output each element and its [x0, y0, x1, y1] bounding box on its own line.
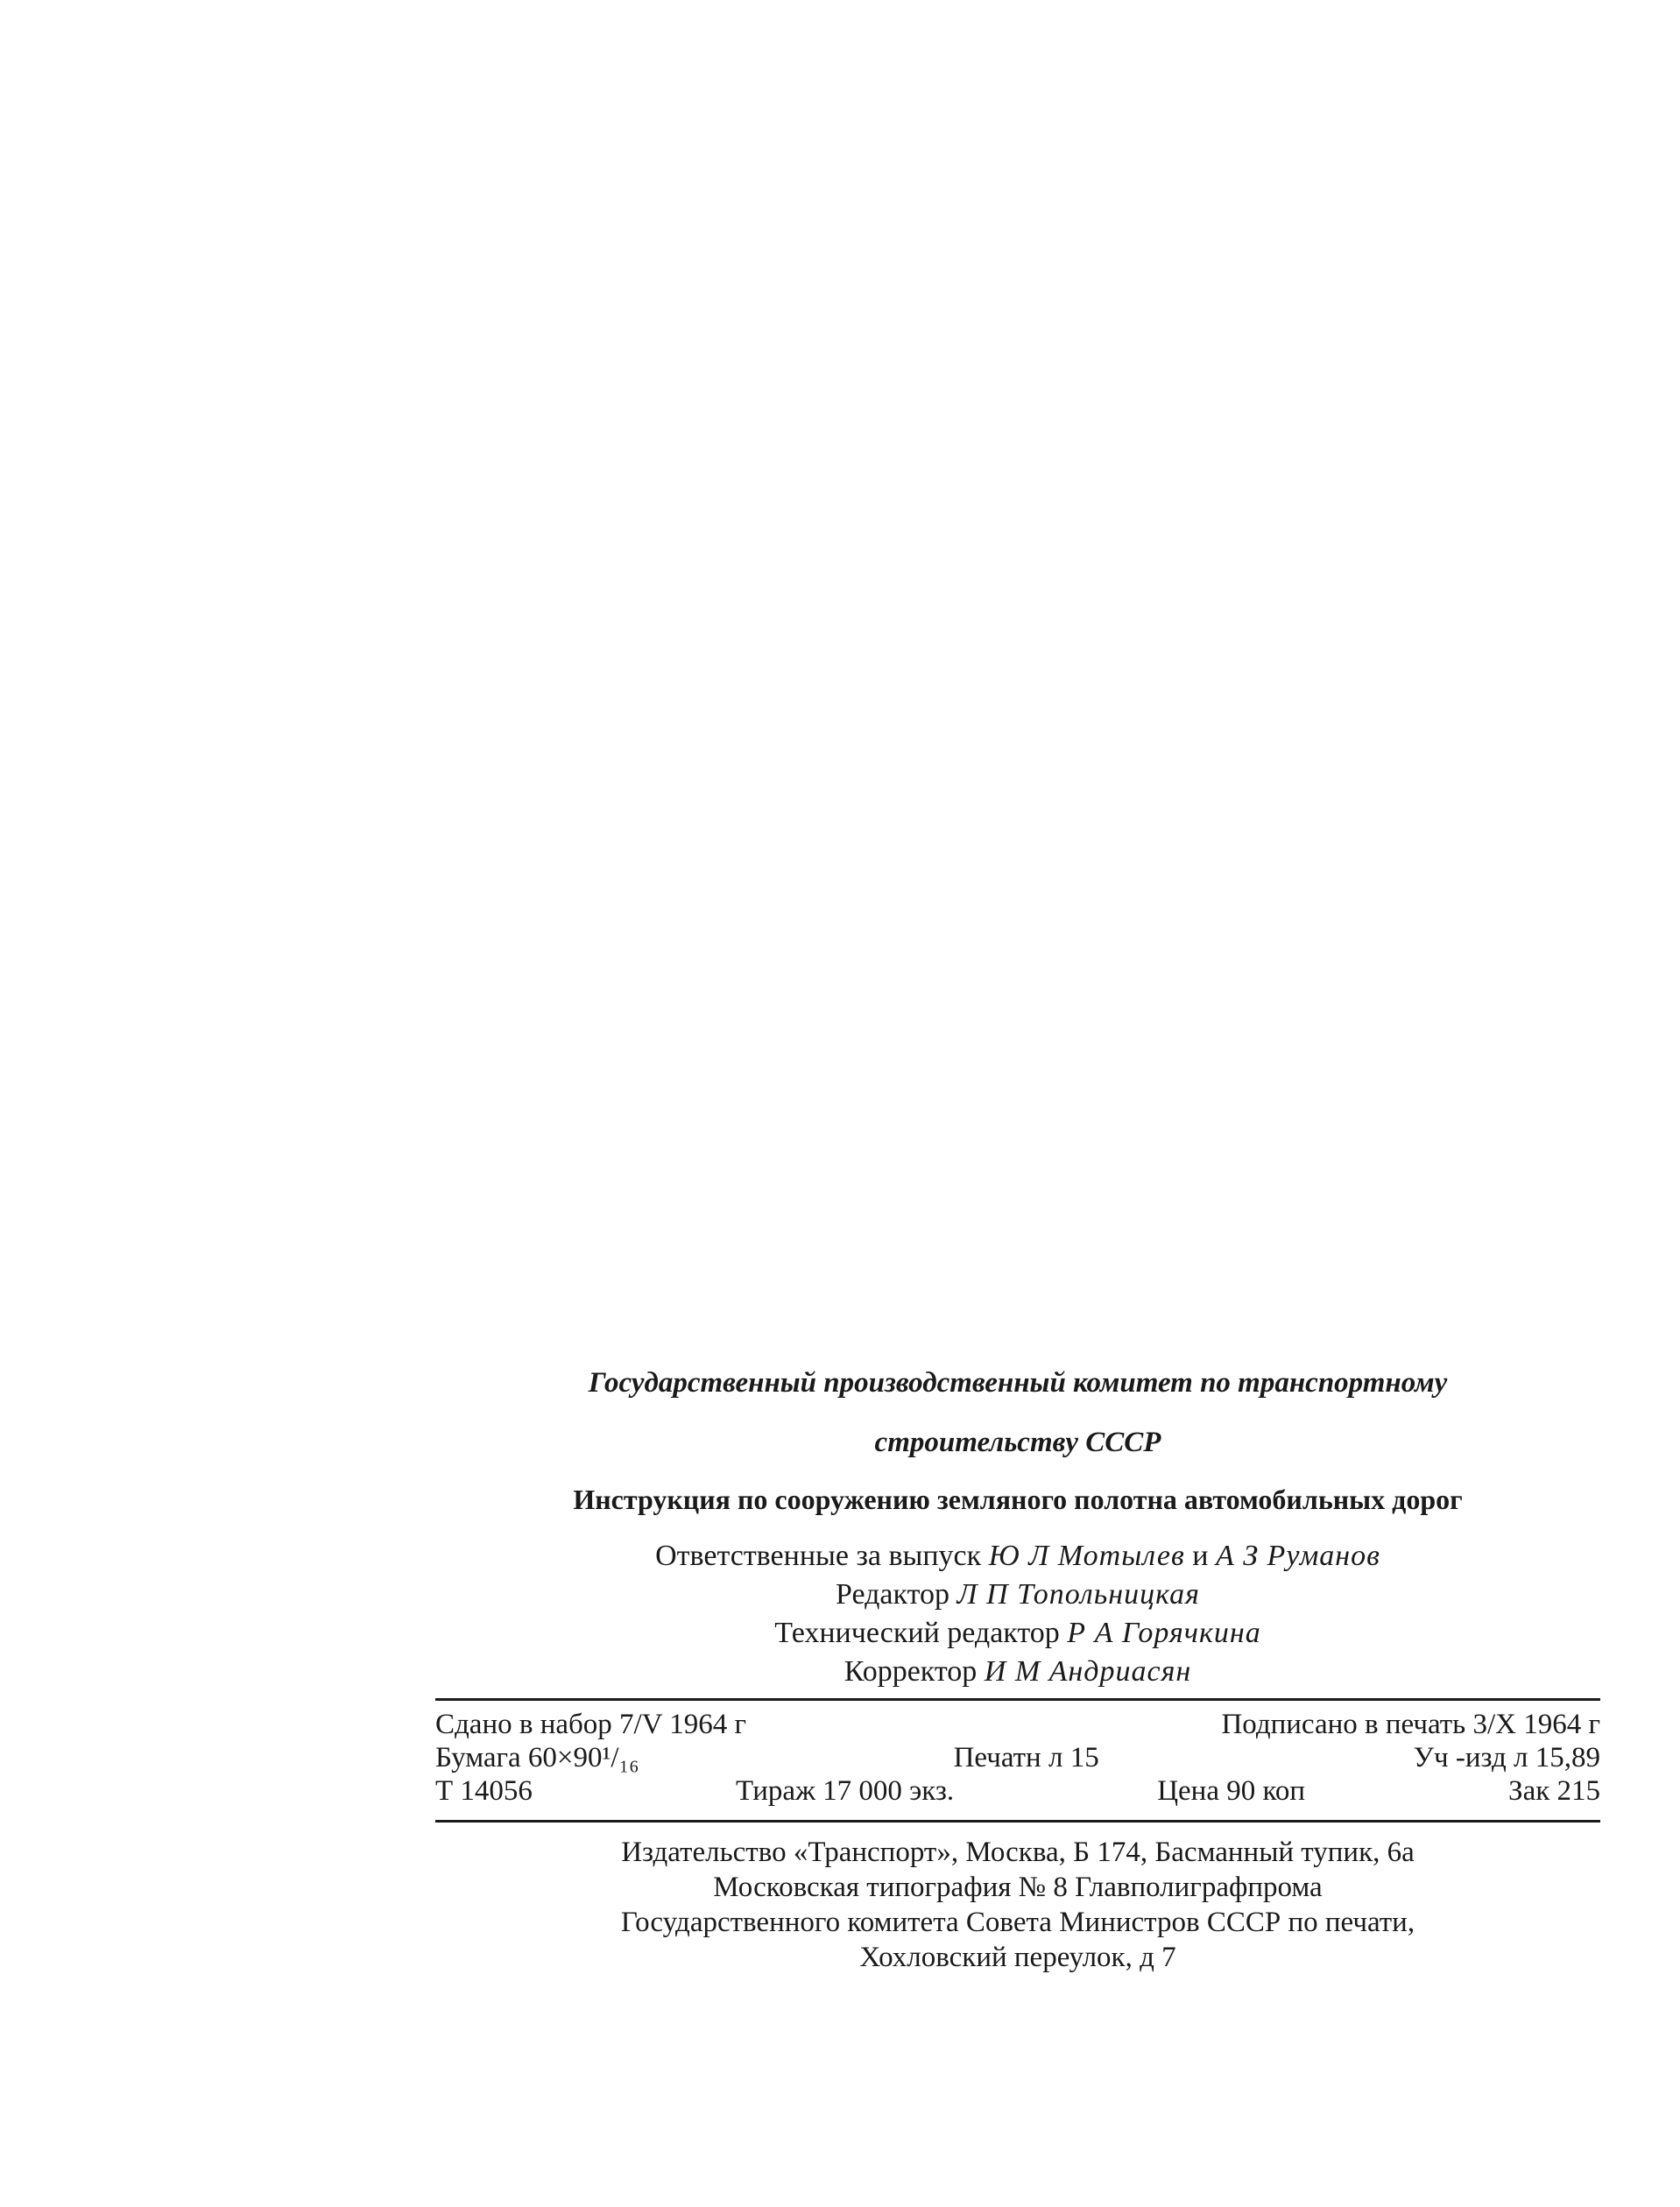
divider-top — [435, 1698, 1600, 1701]
spec-row-1 — [435, 1708, 1600, 1741]
credit-editor-label: Редактор — [836, 1578, 950, 1611]
publisher-line-1: Государственный производственный комитет по транспортному — [588, 1367, 1448, 1399]
document-title: Инструкция по сооружению земляного полотна автомобильных дорог — [573, 1484, 1463, 1515]
printer-line-4: Хохловский переулок, д 7 — [859, 1942, 1176, 1973]
spec-paper: Бумага 60×90¹/₁₆ — [435, 1742, 639, 1773]
credit-responsible-name-1: Ю Л Мотылев — [988, 1540, 1185, 1572]
spec-typeset-date: Сдано в набор 7/V 1964 г — [435, 1709, 746, 1740]
spec-row-3 — [435, 1774, 1600, 1808]
credit-responsible-name-2: А З Руманов — [1215, 1540, 1380, 1572]
credit-tech-editor-label: Технический редактор — [774, 1617, 1060, 1649]
printer-line-1: Издательство «Транспорт», Москва, Б 174, Басманный тупик, 6а — [621, 1837, 1415, 1868]
divider-bottom — [435, 1820, 1600, 1823]
credit-tech-editor — [435, 1614, 1600, 1653]
spec-circulation: Тираж 17 000 экз. — [735, 1775, 955, 1807]
printer-line-3: Государственного комитета Совета Министров СССР по печати, — [620, 1907, 1415, 1938]
credit-corrector-label: Корректор — [844, 1655, 978, 1688]
spec-row-2 — [435, 1741, 1600, 1774]
printer-line-2: Московская типография № 8 Главполиграфпрома — [713, 1872, 1323, 1903]
credit-responsible-label: Ответственные за выпуск — [655, 1540, 982, 1572]
spec-code: Т 14056 — [435, 1775, 533, 1807]
spec-order: Зак 215 — [1508, 1775, 1600, 1807]
spec-price: Цена 90 коп — [1157, 1775, 1306, 1807]
credit-corrector — [435, 1653, 1600, 1691]
credit-responsible-and: и — [1192, 1540, 1209, 1572]
credits — [435, 1537, 1600, 1691]
credit-responsible — [435, 1537, 1600, 1576]
credit-corrector-name: И М Андриасян — [984, 1655, 1192, 1688]
credit-tech-editor-name: Р А Горячкина — [1067, 1617, 1261, 1649]
spec-pub-sheets: Уч -изд л 15,89 — [1413, 1742, 1600, 1773]
publisher — [435, 1353, 1600, 1472]
credit-editor-name: Л П Топольницкая — [956, 1578, 1200, 1611]
credit-editor — [435, 1576, 1600, 1614]
spec-print-sheets: Печатн л 15 — [953, 1742, 1099, 1773]
printer-info — [435, 1835, 1600, 1975]
imprint-block — [435, 1353, 1600, 1975]
spec-signed-date: Подписано в печать 3/Х 1964 г — [1221, 1709, 1600, 1740]
print-specs — [435, 1708, 1600, 1808]
publisher-line-2: строительству СССР — [874, 1427, 1161, 1458]
